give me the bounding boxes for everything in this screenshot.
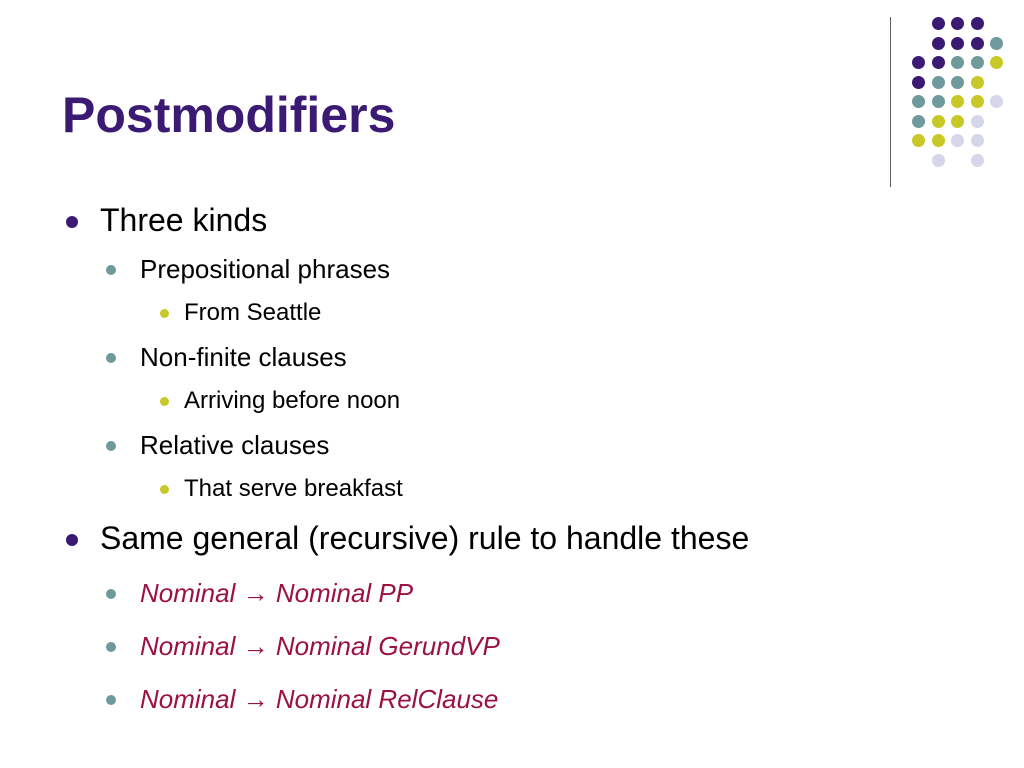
bullet-dot	[160, 485, 169, 494]
bullet-dot	[106, 642, 116, 652]
decorative-dot	[912, 95, 925, 108]
bullet-three-kinds	[100, 202, 267, 239]
bullet-dot	[160, 309, 169, 318]
decorative-dot	[932, 17, 945, 30]
bullet-text: From Seattle	[184, 299, 322, 326]
sub-sub-bullet-from-seattle	[184, 299, 321, 327]
decorative-dot	[912, 56, 925, 69]
decorative-dot	[971, 17, 984, 30]
bullet-text: That serve breakfast	[184, 475, 403, 502]
decorative-dot	[951, 76, 964, 89]
decorative-dot	[951, 95, 964, 108]
rule-rhs: Nominal RelClause	[275, 684, 499, 714]
decorative-dot	[912, 76, 925, 89]
bullet-dot	[106, 589, 116, 599]
decorative-dot	[932, 154, 945, 167]
rule-lhs: Nominal	[140, 631, 236, 661]
rule-lhs: Nominal	[140, 684, 236, 714]
bullet-text: Arriving before noon	[184, 387, 401, 414]
arrow-icon: →	[242, 578, 269, 608]
decorative-dot	[951, 115, 964, 128]
decorative-dot	[912, 115, 925, 128]
slide-title: Postmodifiers	[62, 87, 396, 143]
bullet-dot	[160, 397, 169, 406]
bullet-dot	[106, 441, 116, 451]
decorative-dot	[932, 37, 945, 50]
rule-nominal-relclause	[140, 684, 498, 715]
bullet-dot	[106, 265, 116, 275]
bullet-text: Three kinds	[100, 202, 268, 238]
bullet-text: Same general (recursive) rule to handle these	[100, 520, 750, 556]
bullet-same-general-rule	[100, 520, 749, 557]
sub-sub-bullet-arriving	[184, 387, 400, 415]
decorative-dot	[912, 134, 925, 147]
bullet-dot	[66, 216, 78, 228]
decorative-dot	[990, 37, 1003, 50]
decorative-dot	[971, 134, 984, 147]
decorative-dot	[932, 76, 945, 89]
decorative-dot	[951, 17, 964, 30]
decorative-dot	[932, 95, 945, 108]
sub-bullet-prepositional	[140, 254, 390, 285]
bullet-dot	[66, 534, 78, 546]
decorative-dot	[932, 56, 945, 69]
decorative-dot	[932, 134, 945, 147]
divider-line	[890, 17, 891, 187]
decorative-dot	[932, 115, 945, 128]
rule-rhs: Nominal PP	[275, 578, 414, 608]
decorative-dot	[990, 95, 1003, 108]
rule-nominal-pp	[140, 578, 413, 609]
bullet-text: Non-finite clauses	[140, 342, 347, 372]
decorative-dot	[990, 56, 1003, 69]
arrow-icon: →	[242, 631, 269, 661]
rule-nominal-gerundvp	[140, 631, 500, 662]
bullet-text: Relative clauses	[140, 430, 330, 460]
decorative-dot	[971, 115, 984, 128]
decorative-dot	[971, 76, 984, 89]
decorative-dot	[971, 56, 984, 69]
bullet-dot	[106, 353, 116, 363]
sub-bullet-non-finite	[140, 342, 347, 373]
arrow-icon: →	[242, 684, 269, 714]
decorative-dot	[951, 56, 964, 69]
decorative-dot	[951, 37, 964, 50]
decorative-dot	[971, 154, 984, 167]
decorative-dot	[971, 95, 984, 108]
rule-rhs: Nominal GerundVP	[275, 631, 500, 661]
decorative-dot	[951, 134, 964, 147]
bullet-dot	[106, 695, 116, 705]
bullet-text: Prepositional phrases	[140, 254, 391, 284]
decorative-dot	[971, 37, 984, 50]
sub-bullet-relative	[140, 430, 329, 461]
rule-lhs: Nominal	[140, 578, 236, 608]
sub-sub-bullet-breakfast	[184, 475, 403, 503]
